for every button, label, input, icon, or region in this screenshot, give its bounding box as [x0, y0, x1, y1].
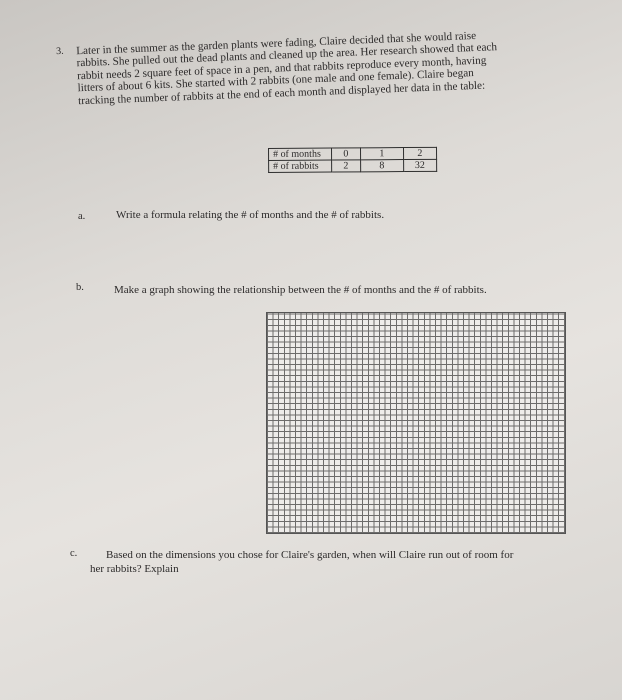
table-row [269, 159, 437, 172]
table-cell: 0 [331, 148, 360, 160]
part-b-text: Make a graph showing the relationship between the # of months and the # of rabbits. [114, 284, 487, 296]
table-cell: 32 [403, 159, 436, 171]
part-c-text: Based on the dimensions you chose for Claire's garden, when will Claire run out of room for her rabbits? Explain [90, 549, 514, 575]
part-b-label: b. [76, 282, 84, 293]
rabbit-data-table [268, 147, 437, 173]
table-cell: 2 [403, 147, 436, 159]
part-a-label: a. [78, 211, 86, 222]
part-a-text: Write a formula relating the # of months and the # of rabbits. [116, 209, 385, 221]
question-3 [58, 29, 500, 108]
question-number: 3. [56, 45, 64, 58]
question-intro-text: Later in the summer as the garden plants were fading, Claire decided that she would raise rabbits. She pulled out the dead plants and cleaned up the area. Her research showed that each rabbit needs 2 square feet of space in a pen, and that rabbits reproduce every month, having litters of about 6 kits. She started with 2 rabbits (one male and one female). Claire began tracking the number of rabbits at the end of each month and displayed her data in the table: [75, 29, 498, 107]
table-row-header: # of months [269, 148, 332, 160]
table-cell: 1 [360, 148, 403, 160]
table-cell: 2 [331, 160, 360, 172]
part-c-label: c. [70, 548, 78, 559]
table-row-header: # of rabbits [269, 160, 332, 172]
graph-paper-grid [266, 312, 566, 534]
table-cell: 8 [360, 160, 403, 172]
